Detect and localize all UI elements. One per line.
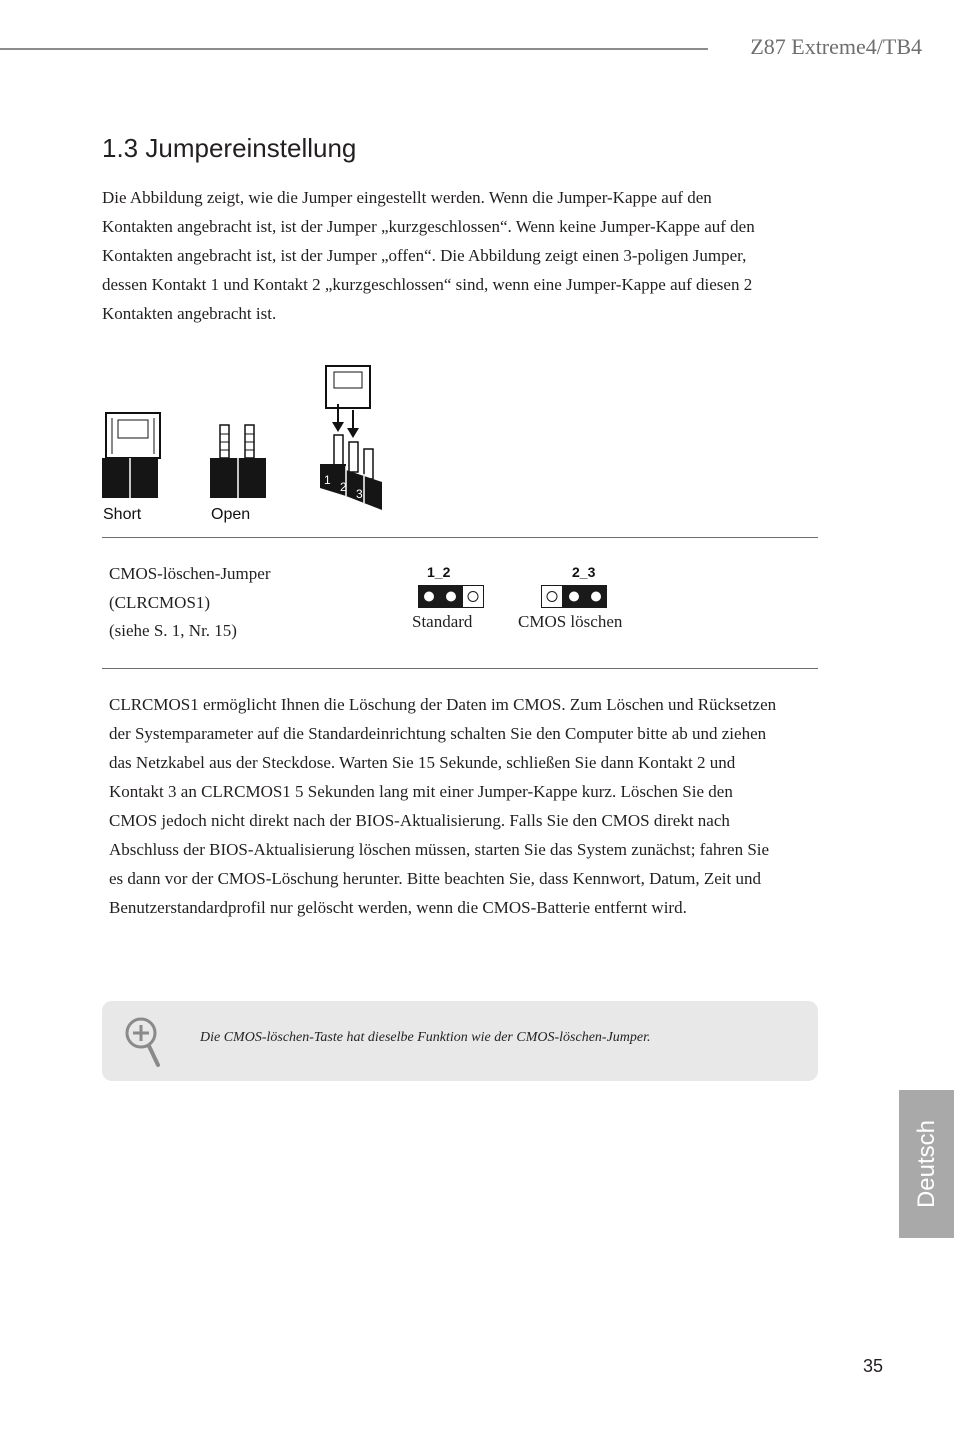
jumper-name-line: CMOS-löschen-Jumper — [109, 564, 271, 583]
note-text: Die CMOS-löschen-Taste hat dieselbe Funktion wie der CMOS-löschen-Jumper. — [200, 1030, 651, 1045]
short-label: Short — [103, 506, 142, 523]
section-title: 1.3 Jumpereinstellung — [102, 133, 357, 163]
jumper-name — [109, 560, 270, 646]
setting-label-clear: CMOS löschen — [518, 612, 623, 631]
intro-paragraph: Die Abbildung zeigt, wie die Jumper eingestellt werden. Wenn die Jumper-Kappe auf den Kontakten angebracht ist, ist der Jumper „kurzgeschlossen“. Wenn keine Jumper-Kappe auf den Kontakten angebracht ist, ist der Jumper „offen“. Die Abbildung zeigt einen 3-poligen Jumper, dessen Kontakt 1 und Kontakt 2 „kurzgeschlossen“ sind, wenn eine Jumper-Kappe auf diesen 2 Kontakten angebracht ist. — [102, 188, 755, 323]
jumper-pins-clear — [541, 585, 607, 609]
jumper-name-line: (siehe S. 1, Nr. 15) — [109, 621, 237, 640]
page-number: 35 — [863, 1356, 884, 1376]
jumper-name-line: (CLRCMOS1) — [109, 592, 211, 612]
magnifier-plus-icon — [124, 1016, 164, 1068]
jumper-illustration — [98, 360, 398, 530]
table-bottom-rule — [102, 668, 818, 669]
pin-number-2: 2 — [340, 480, 347, 494]
header-rule — [0, 48, 708, 50]
pins-label-standard: 1_2 — [427, 564, 451, 580]
open-jumper-figure — [210, 425, 266, 498]
three-pin-jumper-figure — [320, 366, 382, 510]
jumper-pins-standard — [418, 585, 484, 609]
pins-label-clear: 2_3 — [572, 564, 596, 580]
pin-number-1: 1 — [324, 473, 331, 487]
setting-label-standard: Standard — [412, 612, 473, 631]
open-label: Open — [211, 506, 251, 523]
table-top-rule — [102, 537, 818, 538]
description-paragraph: CLRCMOS1 ermöglicht Ihnen die Löschung der Daten im CMOS. Zum Löschen und Rücksetzen der Systemparameter auf die Standardeinrichtung schalten Sie den Computer bitte ab und ziehen das Netzkabel aus der Steckdose. Warten Sie 15 Sekunde, schließen Sie dann Kontakt 2 und Kontakt 3 an CLRCMOS1 5 Sekunden lang mit einer Jumper-Kappe kurz. Löschen Sie den CMOS jedoch nicht direkt nach der BIOS-Aktualisierung. Falls Sie den CMOS direkt nach Abschluss der BIOS-Aktualisierung löschen müssen, starten Sie das System zunächst; fahren Sie es dann vor der CMOS-Löschung herunter. Bitte beachten Sie, dass Kennwort, Datum, Zeit und Benutzerstandardprofil nur gelöscht werden, wenn die CMOS-Batterie entfernt wird. — [109, 695, 777, 917]
pin-number-3: 3 — [356, 487, 363, 501]
model-name: Z87 Extreme4/TB4 — [750, 34, 922, 59]
language-tab — [899, 1090, 954, 1238]
short-jumper-figure — [102, 413, 160, 498]
language-tab-label: Deutsch — [912, 1119, 940, 1209]
